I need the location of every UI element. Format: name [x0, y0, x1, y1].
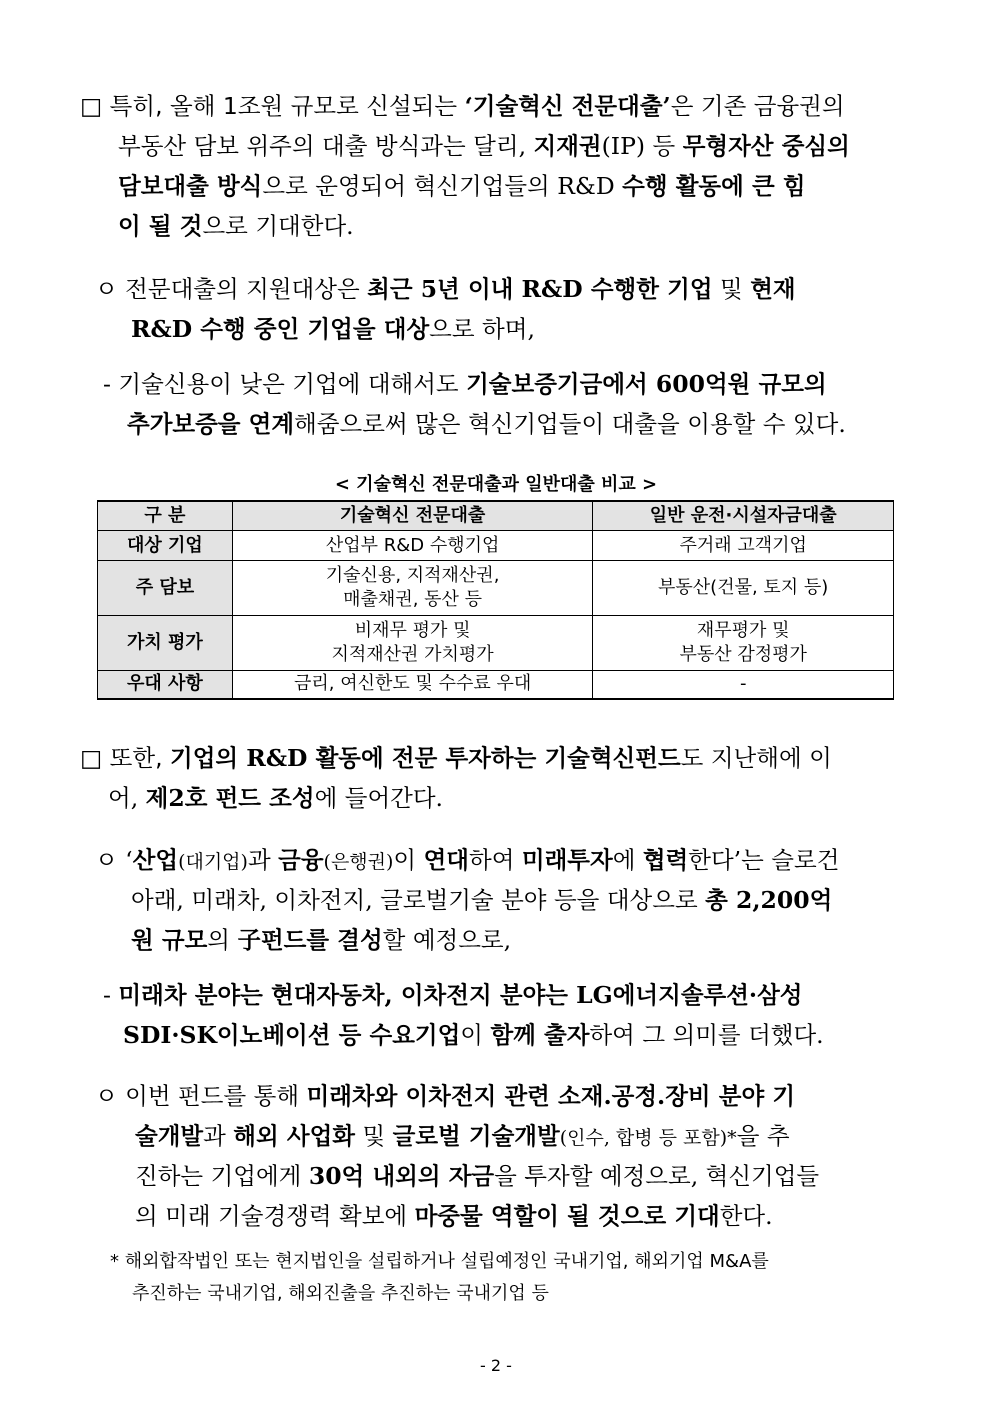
cell-general: 재무평가 및 부동산 감정평가 [593, 616, 894, 671]
text-line: - 기술신용이 낮은 기업에 대해서도 기술보증기금에서 600억원 규모의 [103, 370, 827, 398]
cell-tech: 산업부 R&D 수행기업 [232, 531, 593, 561]
table-row [98, 531, 894, 561]
text-line: 부동산 담보 위주의 대출 방식과는 달리, 지재권(IP) 등 무형자산 중심의 [118, 132, 850, 160]
text-line: 어, 제2호 펀드 조성에 들어간다. [108, 784, 444, 812]
table-row [98, 616, 894, 671]
row-label: 가치 평가 [98, 616, 233, 671]
cell-tech: 기술신용, 지적재산권, 매출채권, 동산 등 [232, 561, 593, 616]
cell-tech: 비재무 평가 및 지적재산권 가치평가 [232, 616, 593, 671]
row-label: 대상 기업 [98, 531, 233, 561]
text-line: R&D 수행 중인 기업을 대상으로 하며, [131, 315, 535, 343]
text-line: - 미래차 분야는 현대자동차, 이차전지 분야는 LG에너지솔루션·삼성 [103, 981, 803, 1009]
text-line: ㅇ ‘산업(대기업)과 금융(은행권)이 연대하여 미래투자에 협력한다’는 슬로건 [95, 846, 840, 874]
row-label: 주 담보 [98, 561, 233, 616]
header-general-loan: 일반 운전·시설자금대출 [593, 501, 894, 531]
footnote-line: 추진하는 국내기업, 해외진출을 추진하는 국내기업 등 [132, 1283, 549, 1304]
text-line: 담보대출 방식으로 운영되어 혁신기업들의 R&D 수행 활동에 큰 힘 [118, 172, 806, 200]
paragraph-support-target [95, 269, 910, 349]
text-line: 의 미래 기술경쟁력 확보에 마중물 역할이 될 것으로 기대한다. [135, 1202, 773, 1230]
text-line: □ 또한, 기업의 R&D 활동에 전문 투자하는 기술혁신펀드도 지난해에 이 [80, 744, 832, 772]
text-line: 추가보증을 연계해줌으로써 많은 혁신기업들이 대출을 이용할 수 있다. [127, 410, 846, 438]
paragraph-tech-loan [80, 86, 910, 246]
footnote-line: * 해외합작법인 또는 현지법인을 설립하거나 설립예정인 국내기업, 해외기업 M&A를 [110, 1251, 769, 1272]
table-row [98, 561, 894, 616]
page-number: - 2 - [480, 1356, 512, 1375]
text-line: ㅇ 이번 펀드를 통해 미래차와 이차전지 관련 소재.공정.장비 분야 기 [95, 1082, 796, 1110]
text-line: 아래, 미래차, 이차전지, 글로벌기술 분야 등을 대상으로 총 2,200억 [131, 886, 833, 914]
text-line: □ 특히, 올해 1조원 규모로 신설되는 ‘기술혁신 전문대출’은 기존 금융권의 [80, 92, 845, 120]
table-caption: < 기술혁신 전문대출과 일반대출 비교 > [334, 474, 658, 495]
header-category: 구 분 [98, 501, 233, 531]
paragraph-fund [80, 738, 910, 818]
text-line: SDI·SK이노베이션 등 수요기업이 함께 출자하여 그 의미를 더했다. [123, 1021, 824, 1049]
table-row [98, 671, 894, 699]
row-label: 우대 사항 [98, 671, 233, 699]
comparison-table [97, 500, 894, 700]
paragraph-slogan [95, 840, 910, 960]
cell-general: - [593, 671, 894, 699]
header-tech-loan: 기술혁신 전문대출 [232, 501, 593, 531]
table-header-row [98, 501, 894, 531]
text-line: 진하는 기업에게 30억 내외의 자금을 투자할 예정으로, 혁신기업들 [135, 1162, 820, 1190]
paragraph-investors [103, 975, 910, 1055]
footnote [110, 1246, 915, 1310]
text-line: 술개발과 해외 사업화 및 글로벌 기술개발(인수, 합병 등 포함)*을 추 [135, 1122, 790, 1150]
cell-general: 부동산(건물, 토지 등) [593, 561, 894, 616]
text-line: 이 될 것으로 기대한다. [118, 212, 354, 240]
paragraph-fund-usage [95, 1076, 910, 1236]
cell-general: 주거래 고객기업 [593, 531, 894, 561]
text-line: 원 규모의 子펀드를 결성할 예정으로, [131, 926, 512, 954]
paragraph-guarantee [103, 364, 910, 444]
cell-tech: 금리, 여신한도 및 수수료 우대 [232, 671, 593, 699]
text-line: ㅇ 전문대출의 지원대상은 최근 5년 이내 R&D 수행한 기업 및 현재 [95, 275, 796, 303]
